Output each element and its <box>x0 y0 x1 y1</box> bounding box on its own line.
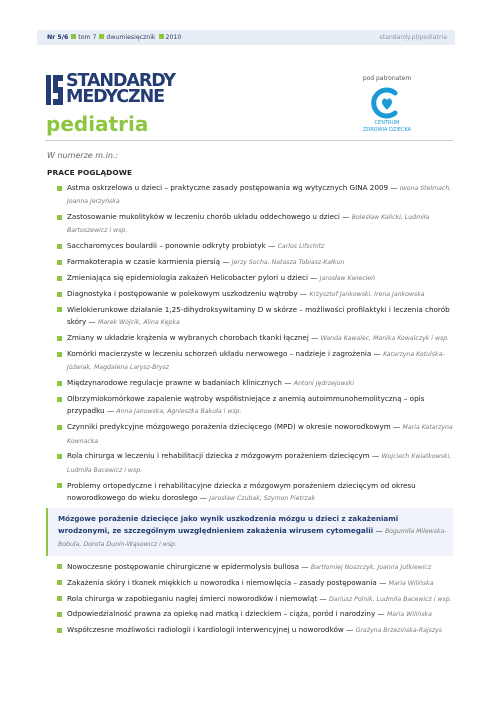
article-title: Zastosowanie mukolityków w leczeniu chorób układu oddechowego u dzieci <box>67 212 340 222</box>
article-title: Rola chirurga w leczeniu i rehabilitacji dziecka z mózgowym porażeniem dziecięcym <box>67 451 370 461</box>
article-authors: Bolesław Kalicki, Ludmiła Bartoszewicz i wsp. <box>67 214 430 235</box>
czd-logo-icon <box>369 87 405 119</box>
separator-square <box>71 34 76 39</box>
article-item: Czynniki predykcyjne mózgowego porażenia dziecięcego (MPD) w okresie noworodkowym — Maria Katarzyna Kownacka <box>57 421 453 448</box>
issue-info-bar <box>37 30 455 45</box>
article-title: Problemy ortopedyczne i rehabilitacyjne dziecka z mózgowym porażeniem dziecięcym od okresu noworodkowego do wieku dorosłego <box>67 480 416 502</box>
bullet-square-icon <box>57 397 62 402</box>
article-title: Komórki macierzyste w leczeniu schorzeń układu nerwowego – nadzieje i zagrożenia <box>67 349 372 359</box>
article-item: Odpowiedzialność prawna za opiekę nad matką i dzieckiem – ciąża, poród i narodziny — Maria Wilińska <box>57 608 453 621</box>
article-authors: Dariusz Polnik, Ludmiła Bacewicz i wsp. <box>328 595 452 603</box>
article-item: Problemy ortopedyczne i rehabilitacyjne dziecka z mózgowym porażeniem dziecięcym od okresu noworodkowego do wieku dorosłego — Jarosław Czubak, Szymon Pietrzak <box>57 480 453 506</box>
bullet-square-icon <box>57 260 62 265</box>
article-title: Międzynarodowe regulacje prawne w badaniach klinicznych <box>67 378 282 388</box>
article-title: Odpowiedzialność prawna za opiekę nad matką i dzieckiem – ciąża, poród i narodziny <box>67 609 376 619</box>
article-list <box>57 182 453 640</box>
article-title: Mózgowe porażenie dziecięce jako wynik uszkodzenia mózgu u dzieci z zakażeniami wrodzonymi, ze szczególnym uwzględnieniem zakażenia wirusem cytomegalii <box>58 513 399 536</box>
article-authors: Iwona Stelmach, Joanna Jerzyńska <box>67 185 452 206</box>
separator-square <box>159 34 164 39</box>
article-authors: Wanda Kawalec, Monika Kowalczyk i wsp. <box>320 335 450 343</box>
article-item: Nowoczesne postępowanie chirurgiczne w epidermolysis bullosa — Bartłomiej Noszczyk, Joanna Jutkiewicz <box>57 561 453 574</box>
year: 2010 <box>165 34 182 41</box>
article-authors: Maria Katarzyna Kownacka <box>67 424 453 445</box>
article-authors: Maria Wilińska <box>388 579 434 587</box>
article-item: Diagnostyka i postępowanie w polekowym uszkodzeniu wątroby — Krzysztof Jankowski, Irena Jankowska <box>57 288 453 301</box>
issue-number: Nr 5/6 <box>47 34 69 41</box>
article-title: Saccharomyces boulardii – ponownie odkryty probiotyk <box>67 241 266 251</box>
article-item: Zmiany w układzie krążenia w wybranych chorobach tkanki łącznej — Wanda Kawalec, Monika Kowalczyk i wsp. <box>57 332 453 345</box>
volume: tom 7 <box>78 34 97 41</box>
brand-name-line1: STANDARDY <box>66 71 175 91</box>
frequency: dwumiesięcznik <box>106 34 156 41</box>
bullet-square-icon <box>57 292 62 297</box>
article-authors: Krzysztof Jankowski, Irena Jankowska <box>309 291 425 299</box>
article-title: Zmieniająca się epidemiologia zakażeń Helicobacter pylori u dzieci <box>67 273 309 283</box>
bullet-square-icon <box>57 307 62 312</box>
article-item: Farmakoterapia w czasie karmienia piersią — Jerzy Socha, Natasza Tobiasz-Kałkun <box>57 256 453 269</box>
article-title: Współczesne możliwości radiologii i kardiologii interwencyjnej u noworodków <box>67 625 344 635</box>
article-authors: Jarosław Kwiecień <box>319 275 376 283</box>
article-authors: Bogumiła Milewska-Bobula, Dorota Dunin-Wąsowicz i wsp. <box>58 528 447 549</box>
article-item: Komórki macierzyste w leczeniu schorzeń układu nerwowego – nadzieje i zagrożenia — Katarzyna Kotulska-Jóźwiak, Magdalena Larysz-Brysz <box>57 348 453 375</box>
article-title: Diagnostyka i postępowanie w polekowym uszkodzeniu wątroby <box>67 289 298 299</box>
patronage-label: pod patronatem <box>362 75 412 82</box>
article-item: Współczesne możliwości radiologii i kardiologii interwencyjnej u noworodków — Grażyna Brzezińska-Rajszys <box>57 624 453 637</box>
article-authors: Carlos Lifschitz <box>277 243 325 251</box>
bullet-square-icon <box>57 381 62 386</box>
brand-name-line2: MEDYCZNE <box>66 87 165 107</box>
bullet-square-icon <box>57 628 62 633</box>
bullet-square-icon <box>57 483 62 488</box>
bullet-square-icon <box>57 564 62 569</box>
article-item: Zastosowanie mukolityków w leczeniu chorób układu oddechowego u dzieci — Bolesław Kalicki, Ludmiła Bartoszewicz i wsp. <box>57 211 453 238</box>
article-item: Saccharomyces boulardii – ponownie odkryty probiotyk — Carlos Lifschitz <box>57 240 453 253</box>
article-title: Olbrzymiokomórkowe zapalenie wątroby współistniejące z anemią autoimmunohemolityczną – opis przypadku <box>67 394 425 416</box>
intro-text: W numerze m.in.: <box>47 151 119 160</box>
article-authors: Maria Wilińska <box>386 611 432 619</box>
bullet-square-icon <box>57 612 62 617</box>
article-item: Międzynarodowe regulacje prawne w badaniach klinicznych — Antoni Jędrzejowski <box>57 377 453 390</box>
article-title: Wielokierunkowe działanie 1,25-dihydroksywitaminy D w skórze – możliwości profilaktyki i leczenia chorób skóry <box>67 304 450 327</box>
article-authors: Antoni Jędrzejowski <box>293 380 354 388</box>
bullet-square-icon <box>57 244 62 249</box>
patron-org-line2: ZDROWIA DZIECKA <box>362 127 412 133</box>
bullet-square-icon <box>57 425 62 430</box>
article-item: Wielokierunkowe działanie 1,25-dihydroksywitaminy D w skórze – możliwości profilaktyki i leczenia chorób skóry — Marek Wójcik, Alina Kępka <box>57 304 453 330</box>
article-title: Farmakoterapia w czasie karmienia piersią <box>67 257 221 267</box>
article-item: Zakażenia skóry i tkanek miękkich u noworodka i niemowlęcia – zasady postępowania — Maria Wilińska <box>57 577 453 590</box>
article-authors: Jarosław Czubak, Szymon Pietrzak <box>209 494 316 502</box>
article-authors: Marek Wójcik, Alina Kępka <box>98 319 180 327</box>
patron-org-line1: CENTRUM <box>374 120 400 126</box>
issue-info <box>47 34 181 41</box>
article-title: Zakażenia skóry i tkanek miękkich u noworodka i niemowlęcia – zasady postępowania <box>67 577 377 587</box>
divider <box>45 140 453 141</box>
bullet-square-icon <box>57 454 62 459</box>
article-item: Zmieniająca się epidemiologia zakażeń Helicobacter pylori u dzieci — Jarosław Kwiecień <box>57 272 453 285</box>
article-authors: Anna Janowska, Agnieszka Bakuła i wsp. <box>116 408 242 416</box>
bullet-square-icon <box>57 186 62 191</box>
bullet-square-icon <box>57 352 62 357</box>
bullet-square-icon <box>57 336 62 341</box>
article-item: Rola chirurga w zapobieganiu nagłej śmierci noworodków i niemowląt — Dariusz Polnik, Ludmiła Bacewicz i wsp. <box>57 593 453 606</box>
article-title: Nowoczesne postępowanie chirurgiczne w epidermolysis bullosa <box>67 561 300 571</box>
separator-square <box>99 34 104 39</box>
patronage-block <box>356 75 418 133</box>
article-authors: Katarzyna Kotulska-Jóźwiak, Magdalena Larysz-Brysz <box>67 351 445 372</box>
article-item: Astma oskrzelowa u dzieci – praktyczne zasady postępowania wg wytycznych GINA 2009 — Iwona Stelmach, Joanna Jerzyńska <box>57 182 453 209</box>
article-title: Zmiany w układzie krążenia w wybranych chorobach tkanki łącznej <box>67 333 309 343</box>
brand-mark-icon <box>46 75 63 105</box>
bullet-square-icon <box>57 215 62 220</box>
bullet-square-icon <box>57 580 62 585</box>
article-authors: Bartłomiej Noszczyk, Joanna Jutkiewicz <box>310 563 432 571</box>
article-authors: Wojciech Kwiatkowski, Ludmiła Bacewicz i wsp. <box>67 453 452 474</box>
article-authors: Grażyna Brzezińska-Rajszys <box>355 627 443 635</box>
article-item: Rola chirurga w leczeniu i rehabilitacji dziecka z mózgowym porażeniem dziecięcym — Wojciech Kwiatkowski, Ludmiła Bacewicz i wsp. <box>57 450 453 477</box>
journal-section-title: pediatria <box>46 112 149 136</box>
section-heading: PRACE POGLĄDOWE <box>47 168 133 177</box>
bullet-square-icon <box>57 596 62 601</box>
article-title: Rola chirurga w zapobieganiu nagłej śmierci noworodków i niemowląt <box>67 593 318 603</box>
highlighted-article: Mózgowe porażenie dziecięce jako wynik uszkodzenia mózgu u dzieci z zakażeniami wrodzonymi, ze szczególnym uwzględnieniem zakażenia wirusem cytomegalii — Bogumiła Milewska-Bobula, Dorota Dunin-Wąsowicz i wsp. <box>46 508 453 556</box>
bullet-square-icon <box>57 276 62 281</box>
article-title: Czynniki predykcyjne mózgowego porażenia dziecięcego (MPD) w okresie noworodkowym <box>67 422 391 432</box>
article-item: Olbrzymiokomórkowe zapalenie wątroby współistniejące z anemią autoimmunohemolityczną – opis przypadku — Anna Janowska, Agnieszka Bakuła i wsp. <box>57 393 453 419</box>
article-title: Astma oskrzelowa u dzieci – praktyczne zasady postępowania wg wytycznych GINA 2009 <box>67 183 389 192</box>
website-url[interactable]: standardy.pl/pediatria <box>379 34 447 41</box>
article-authors: Jerzy Socha, Natasza Tobiasz-Kałkun <box>231 259 345 267</box>
